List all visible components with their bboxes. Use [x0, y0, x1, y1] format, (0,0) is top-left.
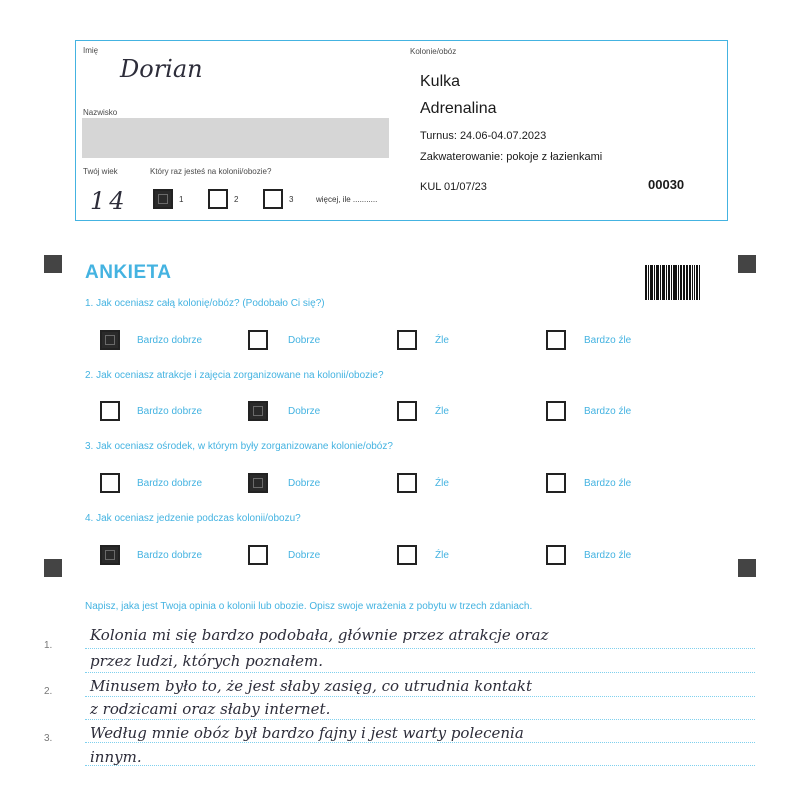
barcode-bar	[662, 265, 663, 300]
question-1-option-label: Dobrze	[288, 335, 321, 346]
barcode-bar	[648, 265, 649, 300]
visit-count-checkbox-3[interactable]	[263, 189, 283, 209]
question-2-option-label: Źle	[435, 406, 449, 417]
question-4-checkbox-4[interactable]	[546, 545, 566, 565]
last-name-label: Nazwisko	[83, 108, 118, 117]
opinion-line-2b: z rodzicami oraz słaby internet.	[90, 700, 331, 718]
question-3-checkbox-4[interactable]	[546, 473, 566, 493]
question-4-checkbox-2[interactable]	[248, 545, 268, 565]
visit-count-checkbox-2[interactable]	[208, 189, 228, 209]
question-2-checkbox-4[interactable]	[546, 401, 566, 421]
barcode-bar	[666, 265, 667, 300]
barcode-bar	[674, 265, 677, 300]
question-1-option-label: Źle	[435, 335, 449, 346]
first-name-label: Imię	[83, 46, 99, 55]
last-name-redaction	[82, 118, 389, 158]
question-4-option-label: Bardzo dobrze	[137, 550, 203, 561]
question-1-checkbox-3[interactable]	[397, 330, 417, 350]
age-label: Twój wiek	[83, 167, 118, 176]
question-4-checkbox-1[interactable]	[100, 545, 120, 565]
writing-line	[85, 696, 755, 697]
writing-line	[85, 648, 755, 649]
question-1-checkbox-2[interactable]	[248, 330, 268, 350]
registration-mark-bottom-right	[738, 559, 756, 577]
camp-number: 00030	[648, 177, 685, 192]
question-4-option-label: Bardzo źle	[584, 550, 632, 561]
barcode-bar	[696, 265, 699, 300]
registration-mark-bottom-left	[44, 559, 62, 577]
camp-code: KUL 01/07/23	[420, 181, 487, 193]
camp-accommodation: Zakwaterowanie: pokoje z łazienkami	[420, 151, 603, 163]
visit-count-cell	[142, 161, 402, 222]
barcode-bar	[686, 265, 688, 300]
question-4-option-label: Dobrze	[288, 550, 321, 561]
opinion-line-1b: przez ludzi, których poznałem.	[90, 652, 324, 670]
question-1-text: 1. Jak oceniasz całą kolonię/obóz? (Podobało Ci się?)	[85, 298, 325, 309]
barcode-bar	[654, 265, 655, 300]
last-name-cell	[76, 103, 402, 161]
barcode-bar	[673, 265, 674, 300]
question-3-option-label: Źle	[435, 478, 449, 489]
barcode-bar	[689, 265, 691, 300]
barcode-bar	[645, 265, 647, 300]
question-1-option-label: Bardzo źle	[584, 335, 632, 346]
question-3-option-label: Bardzo dobrze	[137, 478, 203, 489]
barcode-bar	[683, 265, 684, 300]
barcode-bar	[651, 265, 653, 300]
line-number-1: 1.	[44, 640, 53, 651]
camp-cell	[402, 41, 727, 222]
barcode-bar	[694, 265, 695, 300]
camp-label: Kolonie/obóz	[410, 47, 457, 56]
registration-mark-top-right	[738, 255, 756, 273]
barcode-bar	[680, 265, 682, 300]
barcode-bar	[684, 265, 685, 300]
age-value: 14	[90, 187, 129, 215]
visit-count-option-2: 2	[234, 195, 239, 204]
visit-count-more: więcej, ile ...........	[316, 195, 378, 204]
camp-program: Adrenalina	[420, 100, 497, 117]
barcode-bar	[663, 265, 665, 300]
opinion-line-2a: Minusem było to, że jest słaby zasięg, co utrudnia kontakt	[90, 677, 533, 695]
question-4-text: 4. Jak oceniasz jedzenie podczas kolonii/obozu?	[85, 513, 301, 524]
question-3-option-label: Dobrze	[288, 478, 321, 489]
opinion-instruction: Napisz, jaka jest Twoja opinia o kolonii lub obozie. Opisz swoje wrażenia z pobytu w trzech zdaniach.	[85, 601, 533, 612]
question-2-text: 2. Jak oceniasz atrakcje i zajęcia zorganizowane na kolonii/obozie?	[85, 370, 384, 381]
question-4-checkbox-3[interactable]	[397, 545, 417, 565]
question-3-text: 3. Jak oceniasz ośrodek, w którym były zorganizowane kolonie/obóz?	[85, 441, 393, 452]
question-2-checkbox-2[interactable]	[248, 401, 268, 421]
age-cell	[76, 161, 142, 222]
barcode-bar	[692, 265, 693, 300]
barcode-bar	[671, 265, 672, 300]
question-2-option-label: Bardzo źle	[584, 406, 632, 417]
question-3-checkbox-3[interactable]	[397, 473, 417, 493]
survey-title: ANKIETA	[85, 262, 172, 283]
writing-line	[85, 765, 755, 766]
line-number-3: 3.	[44, 733, 53, 744]
barcode-bar	[650, 265, 651, 300]
visit-count-option-1: 1	[179, 195, 184, 204]
question-3-option-label: Bardzo źle	[584, 478, 632, 489]
barcode-bar	[678, 265, 679, 300]
camp-turnus: Turnus: 24.06-04.07.2023	[420, 130, 547, 142]
first-name-cell	[76, 41, 402, 103]
opinion-line-1a: Kolonia mi się bardzo podobała, głównie przez atrakcje oraz	[90, 626, 549, 644]
opinion-line-3a: Według mnie obóz był bardzo fajny i jest warty polecenia	[90, 724, 524, 742]
writing-line	[85, 719, 755, 720]
first-name-value: Dorian	[120, 55, 203, 83]
visit-count-checkbox-1[interactable]	[153, 189, 173, 209]
barcode-bar	[699, 265, 700, 300]
barcode-bar	[668, 265, 670, 300]
camp-name: Kulka	[420, 73, 461, 90]
question-1-option-label: Bardzo dobrze	[137, 335, 203, 346]
writing-line	[85, 672, 755, 673]
question-1-checkbox-4[interactable]	[546, 330, 566, 350]
question-2-option-label: Bardzo dobrze	[137, 406, 203, 417]
barcode-bar	[656, 265, 659, 300]
writing-line	[85, 742, 755, 743]
barcode-bar	[660, 265, 661, 300]
registration-mark-top-left	[44, 255, 62, 273]
visit-count-label: Który raz jesteś na kolonii/obozie?	[150, 167, 272, 176]
header-table	[75, 40, 728, 221]
question-2-checkbox-1[interactable]	[100, 401, 120, 421]
question-1-checkbox-1[interactable]	[100, 330, 120, 350]
question-2-option-label: Dobrze	[288, 406, 321, 417]
question-2-checkbox-3[interactable]	[397, 401, 417, 421]
question-3-checkbox-1[interactable]	[100, 473, 120, 493]
visit-count-option-3: 3	[289, 195, 294, 204]
barcode	[645, 265, 701, 300]
line-number-2: 2.	[44, 686, 53, 697]
opinion-line-3b: innym.	[90, 748, 142, 766]
question-3-checkbox-2[interactable]	[248, 473, 268, 493]
question-4-option-label: Źle	[435, 550, 449, 561]
